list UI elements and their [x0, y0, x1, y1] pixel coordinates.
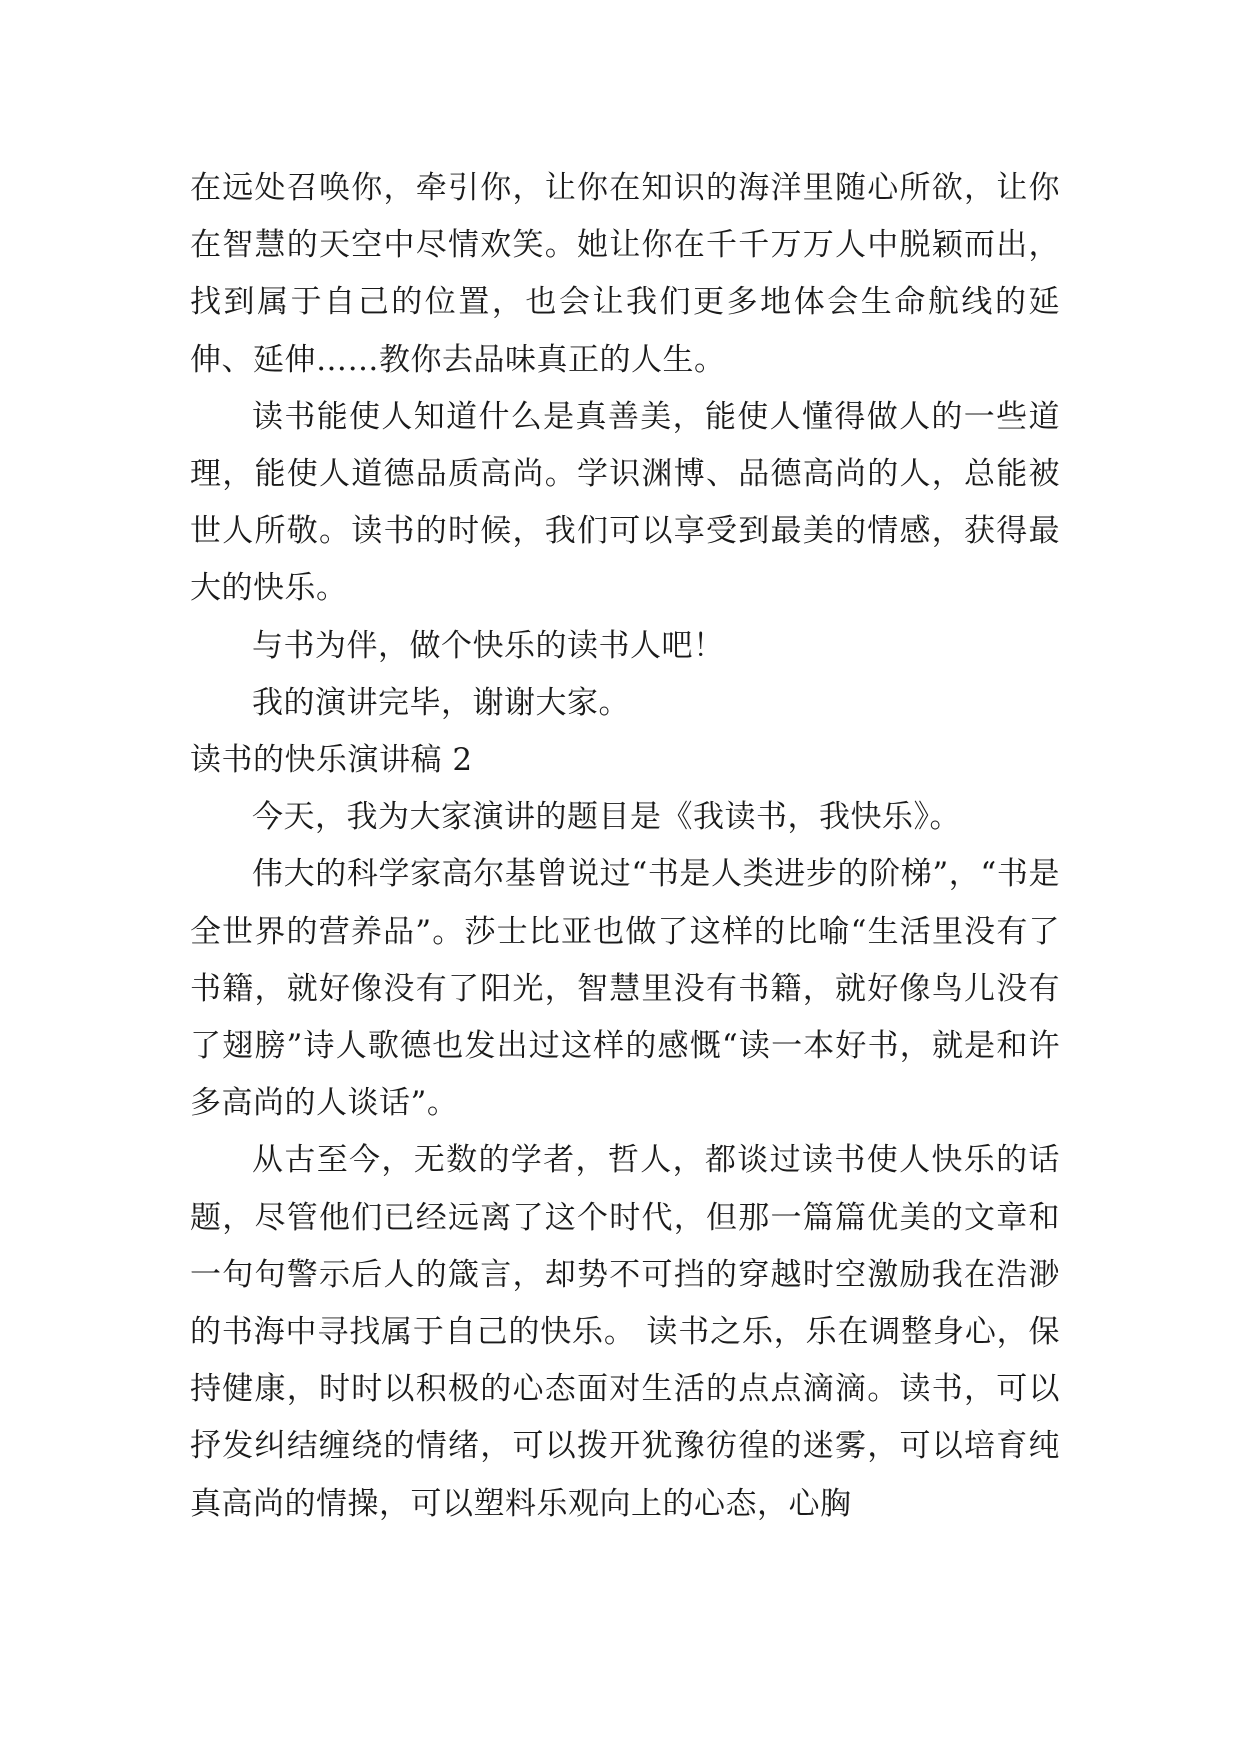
paragraph-2: 读书能使人知道什么是真善美，能使人懂得做人的一些道理，能使人道德品质高尚。学识渊博、品德高尚的人，总能被世人所敬。读书的时候，我们可以享受到最美的情感，获得最大的快乐。 — [190, 398, 1060, 607]
paragraph-3: 与书为伴，做个快乐的读书人吧！ — [252, 627, 725, 664]
paragraph-4: 我的演讲完毕，谢谢大家。 — [252, 684, 630, 721]
paragraph-7: 从古至今，无数的学者，哲人，都谈过读书使人快乐的话题，尽管他们已经远离了这个时代，但那一篇篇优美的文章和一句句警示后人的箴言，却势不可挡的穿越时空激励我在浩渺的书海中寻找属于自己的快乐。 读书之乐，乐在调整身心，保持健康，时时以积极的心态面对生活的点点滴滴。读书，可以抒发纠结缠绕的情绪，可以拨开犹豫彷徨的迷雾，可以培育纯真高尚的情操，可以塑料乐观向上的心态，心胸 — [190, 1142, 1060, 1522]
paragraph-5: 今天，我为大家演讲的题目是《我读书，我快乐》。 — [252, 799, 961, 836]
paragraph-6: 伟大的科学家高尔基曾说过“书是人类进步的阶梯”，“书是全世界的营养品”。莎士比亚也做了这样的比喻“生活里没有了书籍，就好像没有了阳光，智慧里没有书籍，就好像鸟儿没有了翅膀”诗人歌德也发出过这样的感慨“读一本好书，就是和许多高尚的人谈话”。 — [190, 856, 1060, 1122]
paragraph-1: 在远处召唤你，牵引你，让你在知识的海洋里随心所欲，让你在智慧的天空中尽情欢笑。她让你在千千万万人中脱颖而出，找到属于自己的位置，也会让我们更多地体会生命航线的延伸、延伸……教你去品味真正的人生。 — [190, 170, 1060, 378]
section-heading: 读书的快乐演讲稿 2 — [190, 742, 473, 779]
document-body — [190, 160, 1060, 1533]
